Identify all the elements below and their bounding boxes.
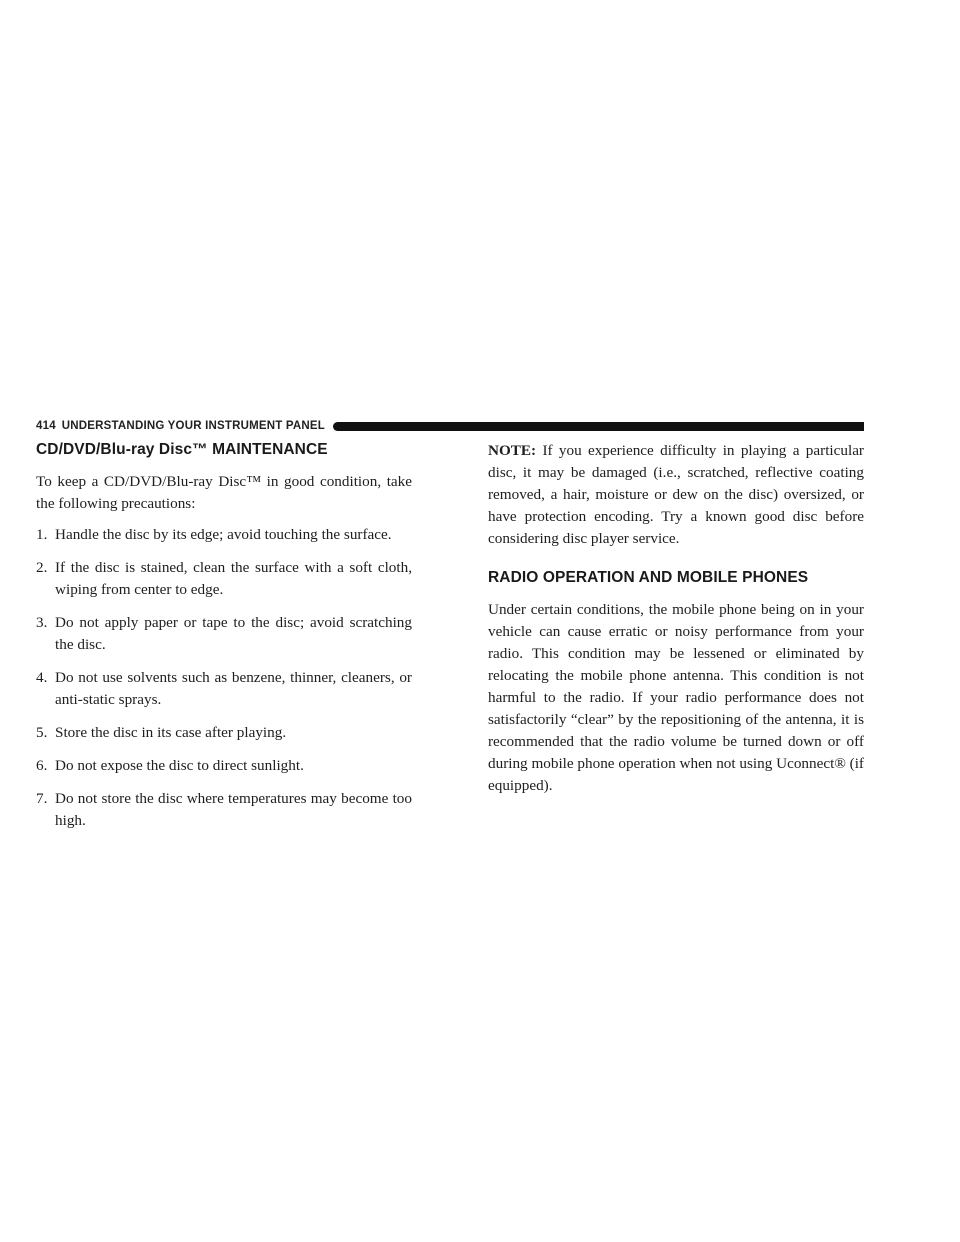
header-rule <box>333 422 864 431</box>
note-text: If you experience difficulty in playing a particular disc, it may be damaged (i.e., scratched, reflective coating removed, a hair, moisture or dew on the disc) oversized, or have protection encoding. Try a known good disc before considering disc player service. <box>488 442 864 547</box>
list-item: 5. Store the disc in its case after playing. <box>36 724 287 741</box>
list-item: 2. If the disc is stained, clean the surface with a soft cloth, wiping from center to edge. <box>36 559 412 598</box>
right-column <box>488 440 864 797</box>
section-title: UNDERSTANDING YOUR INSTRUMENT PANEL <box>61 420 325 432</box>
radio-heading: RADIO OPERATION AND MOBILE PHONES <box>488 569 809 586</box>
list-item: 1. Handle the disc by its edge; avoid touching the surface. <box>36 526 392 543</box>
page-header <box>36 418 864 434</box>
list-item: 7. Do not store the disc where temperatures may become too high. <box>36 790 412 829</box>
note-paragraph <box>488 440 864 550</box>
maintenance-heading: CD/DVD/Blu-ray Disc™ MAINTENANCE <box>36 441 328 458</box>
list-item: 4. Do not use solvents such as benzene, thinner, cleaners, or anti-static sprays. <box>36 669 412 708</box>
precautions-list <box>36 524 412 832</box>
radio-paragraph: Under certain conditions, the mobile phone being on in your vehicle can cause erratic or noisy performance from your radio. This condition may be lessened or eliminated by relocating the mobile phone antenna. This condition is not harmful to the radio. If your radio performance does not satisfactorily “clear” by the repositioning of the antenna, it is recommended that the radio volume be turned down or off during mobile phone operation when not using Uconnect® (if equipped). <box>488 601 864 794</box>
list-item: 3. Do not apply paper or tape to the disc; avoid scratching the disc. <box>36 614 412 653</box>
left-column <box>36 440 412 832</box>
note-label: NOTE: <box>488 442 537 459</box>
page-number: 414 <box>36 420 56 432</box>
maintenance-intro: To keep a CD/DVD/Blu-ray Disc™ in good condition, take the following precautions: <box>36 473 412 512</box>
list-item: 6. Do not expose the disc to direct sunlight. <box>36 757 304 774</box>
